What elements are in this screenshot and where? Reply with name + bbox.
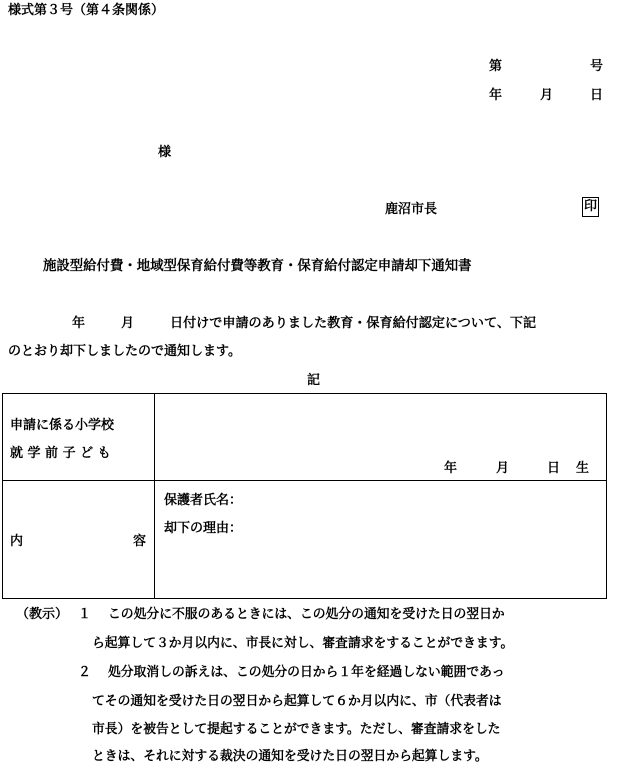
document-title: 施設型給付費・地域型保育給付費等教育・保育給付認定申請却下通知書 bbox=[43, 259, 472, 274]
note2-line1: 処分取消しの訴えは、この処分の日から１年を経過しない範囲であっ bbox=[108, 665, 505, 680]
seal-mark: 印 bbox=[582, 197, 599, 217]
sender: 鹿沼市長 bbox=[385, 202, 438, 217]
body-line1: 日付けで申請のありました教育・保育給付認定について、下記 bbox=[170, 316, 537, 331]
table-divider-horizontal bbox=[3, 480, 606, 481]
doc-number-prefix: 第 bbox=[489, 59, 503, 74]
note2-line3: 市長）を被告として提起することができます。ただし、審査請求をした bbox=[92, 722, 501, 737]
birth-day: 日 bbox=[547, 461, 561, 476]
body-month: 月 bbox=[121, 316, 135, 331]
doc-number-suffix: 号 bbox=[590, 59, 604, 74]
table-divider-vertical bbox=[154, 394, 155, 598]
content-label-right: 容 bbox=[133, 534, 147, 549]
date-day: 日 bbox=[590, 88, 604, 103]
date-month: 月 bbox=[540, 88, 554, 103]
note2-number: ２ bbox=[78, 665, 92, 680]
birth-suffix: 生 bbox=[576, 461, 590, 476]
notes-prefix: （教示） bbox=[16, 607, 69, 622]
note1-line2: ら起算して３か月以内に、市長に対し、審査請求をすることができます。 bbox=[92, 636, 514, 651]
birth-year: 年 bbox=[444, 461, 458, 476]
note1-line1: この処分に不服のあるときには、この処分の通知を受けた日の翌日か bbox=[108, 607, 505, 622]
detail-table bbox=[2, 393, 607, 599]
ki-heading: 記 bbox=[307, 373, 321, 388]
child-label-line1: 申請に係る小学校 bbox=[10, 418, 115, 433]
note2-line2: てその通知を受けた日の翌日から起算して６か月以内に、市（代表者は bbox=[92, 694, 502, 709]
reason-label: 却下の理由： bbox=[164, 521, 243, 536]
date-year: 年 bbox=[489, 88, 503, 103]
note2-line4: ときは、それに対する裁決の通知を受けた日の翌日から起算します。 bbox=[92, 749, 488, 764]
body-year: 年 bbox=[72, 316, 86, 331]
child-label-line2: 就 学 前 子 ど も bbox=[10, 446, 111, 461]
addressee-suffix: 様 bbox=[158, 145, 172, 160]
body-line2: のとおり却下しましたので通知します。 bbox=[8, 344, 241, 359]
form-label: 様式第３号（第４条関係） bbox=[8, 3, 165, 18]
note1-number: １ bbox=[78, 607, 92, 622]
birth-month: 月 bbox=[496, 461, 510, 476]
guardian-name-label: 保護者氏名： bbox=[164, 493, 243, 508]
content-label-left: 内 bbox=[10, 534, 24, 549]
